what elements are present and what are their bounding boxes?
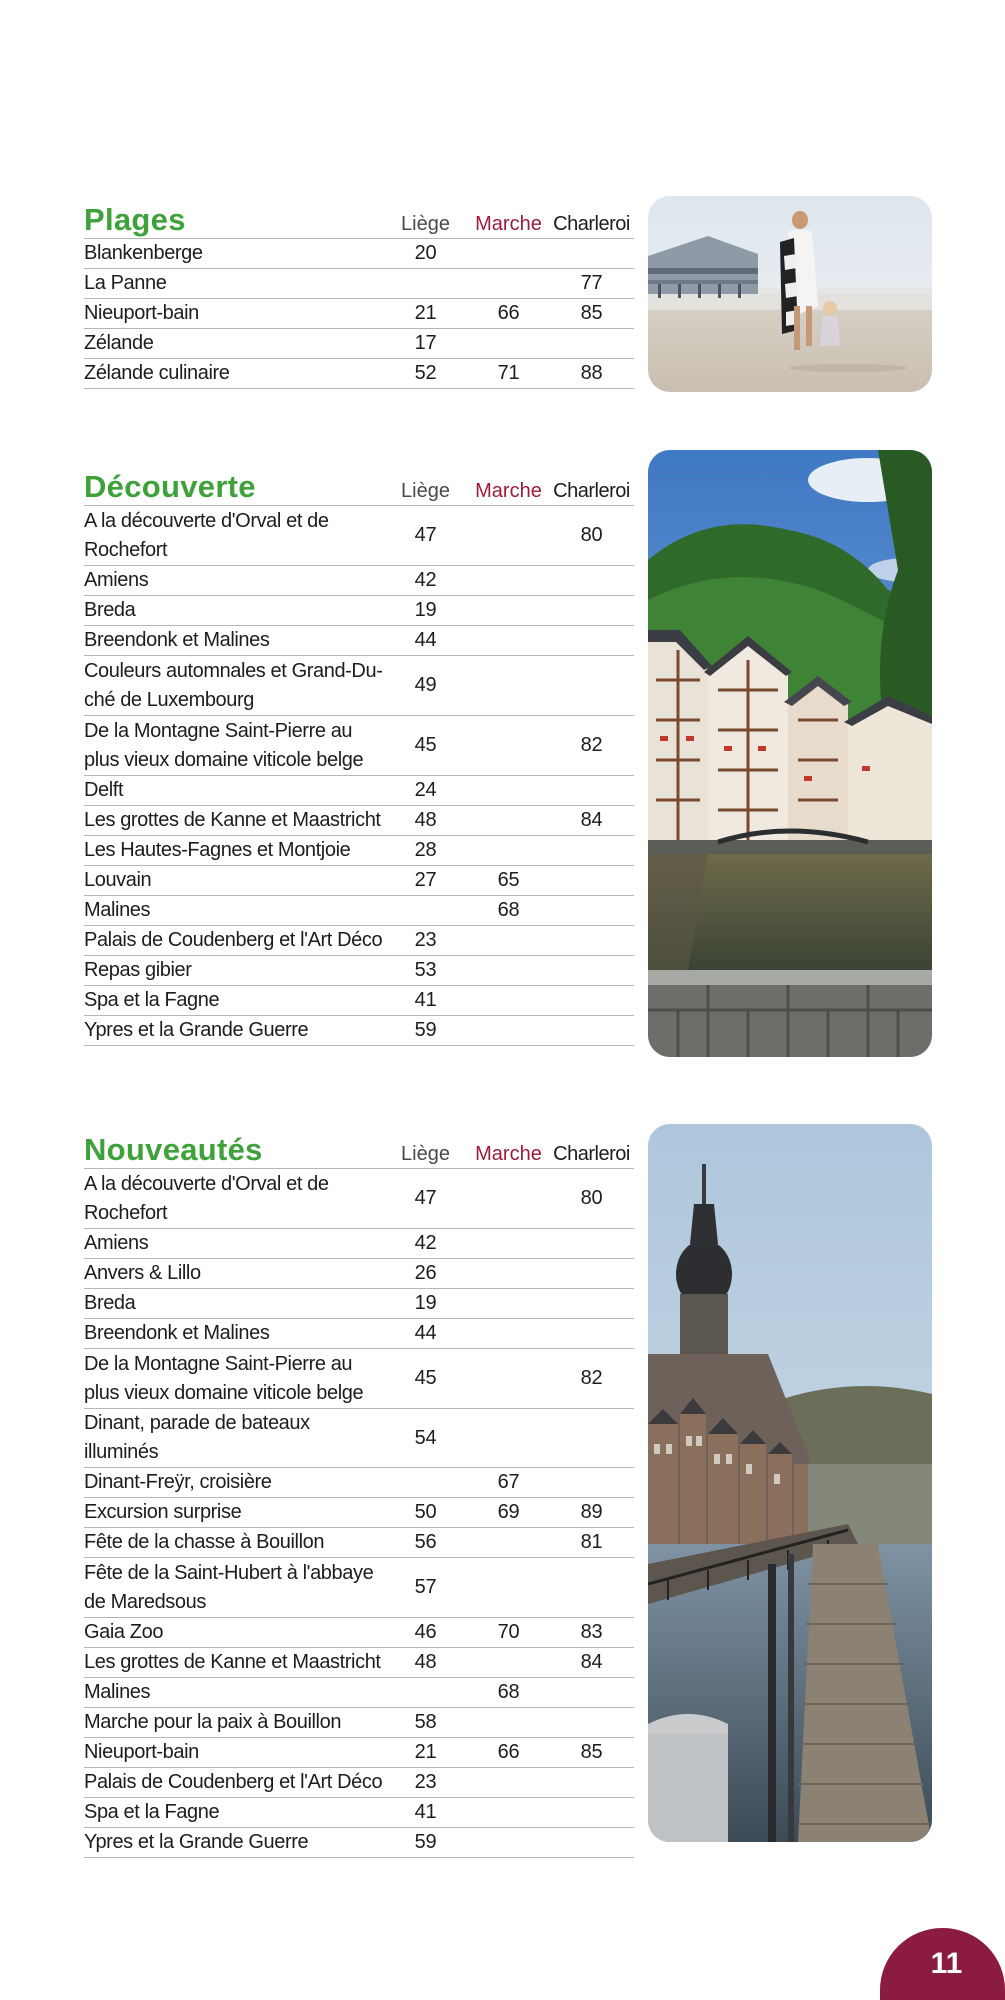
marche-page: 70 (497, 1621, 520, 1643)
table-row (84, 1798, 634, 1828)
liege-page: 45 (414, 1367, 437, 1389)
destination-name: Ypres et la Grande Guerre (84, 1019, 309, 1041)
table-row (84, 566, 634, 596)
table-row (84, 1259, 634, 1289)
table-row (84, 299, 634, 329)
table-body (84, 1169, 634, 1858)
table-row (84, 1678, 634, 1708)
table-row (84, 776, 634, 806)
destination-name: A la découverte d'Orval et de Rochefort (84, 1172, 329, 1224)
table-row (84, 806, 634, 836)
column-header-marche: Marche (475, 480, 542, 502)
liege-page: 59 (414, 1019, 437, 1041)
dinant-riverside-photo (648, 1124, 932, 1842)
liege-page: 47 (414, 524, 437, 546)
liege-page: 58 (414, 1711, 437, 1733)
table-row (84, 1349, 634, 1409)
section-title: Découverte (84, 469, 256, 504)
liege-page: 54 (414, 1426, 437, 1449)
table-row (84, 239, 634, 269)
marche-page: 65 (497, 869, 520, 891)
table-row (84, 896, 634, 926)
liege-page: 23 (414, 929, 437, 951)
destination-name: Breendonk et Malines (84, 1322, 270, 1344)
destination-name: Les grottes de Kanne et Maastricht (84, 809, 381, 831)
column-header-liege: Liège (401, 1143, 450, 1165)
table-row (84, 1738, 634, 1768)
decouverte-table (84, 463, 634, 1046)
plages-table (84, 196, 634, 389)
charleroi-page: 81 (580, 1531, 603, 1553)
village-scene (648, 450, 932, 1057)
column-header-liege: Liège (401, 480, 450, 502)
table-row (84, 1409, 634, 1468)
charleroi-page: 82 (580, 1367, 603, 1389)
destination-name: Delft (84, 779, 124, 801)
liege-page: 56 (414, 1531, 437, 1553)
destination-name: Zélande culinaire (84, 362, 230, 384)
destination-name: Excursion surprise (84, 1501, 242, 1523)
marche-page: 71 (497, 362, 520, 384)
table-row (84, 1528, 634, 1558)
liege-page: 28 (414, 839, 437, 861)
table-row (84, 1558, 634, 1618)
liege-page: 44 (414, 629, 437, 651)
charleroi-page: 80 (580, 1187, 603, 1209)
column-header-liege: Liège (401, 213, 450, 235)
table-body (84, 506, 634, 1046)
table-row (84, 506, 634, 566)
destination-name: De la Montagne Saint-Pierre au plus vieux domaine viticole belge (84, 719, 364, 771)
liege-page: 17 (414, 332, 437, 354)
liege-page: 21 (414, 1741, 437, 1763)
liege-page: 50 (414, 1501, 437, 1523)
table-row (84, 656, 634, 716)
table-row (84, 626, 634, 656)
liege-page: 47 (414, 1187, 437, 1209)
liege-page: 21 (414, 302, 437, 324)
marche-page: 68 (497, 1681, 520, 1703)
table-row (84, 716, 634, 776)
charleroi-page: 88 (580, 362, 603, 384)
table-row (84, 1229, 634, 1259)
marche-page: 66 (497, 1741, 520, 1763)
destination-name: De la Montagne Saint-Pierre au plus vieux domaine viticole belge (84, 1352, 364, 1404)
liege-page: 19 (414, 1292, 437, 1314)
liege-page: 42 (414, 1232, 437, 1254)
table-row (84, 1319, 634, 1349)
liege-page: 46 (414, 1621, 437, 1643)
table-row (84, 1648, 634, 1678)
liege-page: 53 (414, 959, 437, 981)
liege-page: 19 (414, 599, 437, 621)
table-row (84, 1498, 634, 1528)
charleroi-page: 84 (580, 1651, 603, 1673)
destination-name: Nieuport-bain (84, 302, 199, 324)
destination-name: Breda (84, 1292, 136, 1314)
charleroi-page: 89 (580, 1501, 603, 1523)
table-row (84, 329, 634, 359)
table-body (84, 239, 634, 389)
liege-page: 27 (414, 869, 437, 891)
destination-name: Amiens (84, 569, 149, 591)
liege-page: 45 (414, 734, 437, 756)
table-row (84, 1169, 634, 1229)
table-row (84, 866, 634, 896)
liege-page: 20 (414, 242, 437, 264)
table-row (84, 956, 634, 986)
destination-name: Dinant, parade de bateaux illuminés (84, 1412, 310, 1463)
destination-name: Fête de la chasse à Bouillon (84, 1531, 325, 1553)
destination-name: Dinant-Freÿr, croisière (84, 1471, 272, 1493)
beach-photo (648, 196, 932, 392)
table-row (84, 1618, 634, 1648)
table-row (84, 1708, 634, 1738)
liege-page: 41 (414, 1801, 437, 1823)
table-header (84, 463, 634, 506)
river-village-photo (648, 450, 932, 1057)
marche-page: 66 (497, 302, 520, 324)
marche-page: 68 (497, 899, 520, 921)
column-header-marche: Marche (475, 213, 542, 235)
table-row (84, 1289, 634, 1319)
destination-name: Breda (84, 599, 136, 621)
destination-name: Spa et la Fagne (84, 1801, 220, 1823)
destination-name: Gaia Zoo (84, 1621, 164, 1643)
destination-name: Zélande (84, 332, 154, 354)
charleroi-page: 84 (580, 809, 603, 831)
table-row (84, 1828, 634, 1858)
charleroi-page: 77 (580, 272, 603, 294)
liege-page: 44 (414, 1322, 437, 1344)
liege-page: 26 (414, 1262, 437, 1284)
table-header (84, 196, 634, 239)
liege-page: 42 (414, 569, 437, 591)
destination-name: Ypres et la Grande Guerre (84, 1831, 309, 1853)
destination-name: Malines (84, 1681, 151, 1703)
table-row (84, 986, 634, 1016)
destination-name: Les Hautes-Fagnes et Montjoie (84, 839, 351, 861)
liege-page: 48 (414, 1651, 437, 1673)
liege-page: 24 (414, 779, 437, 801)
table-row (84, 1016, 634, 1046)
table-header (84, 1126, 634, 1169)
table-row (84, 1768, 634, 1798)
destination-name: Couleurs automnales et Grand-Du-ché de Luxembourg (84, 659, 383, 711)
destination-name: A la découverte d'Orval et de Rochefort (84, 509, 329, 561)
charleroi-page: 80 (580, 524, 603, 546)
destination-name: Breendonk et Malines (84, 629, 270, 651)
liege-page: 52 (414, 362, 437, 384)
table-row (84, 926, 634, 956)
table-row (84, 359, 634, 389)
table-row (84, 1468, 634, 1498)
destination-name: Repas gibier (84, 959, 192, 981)
page-number: 11 (880, 1928, 1005, 2000)
table-row (84, 596, 634, 626)
charleroi-page: 85 (580, 1741, 603, 1763)
destination-name: Malines (84, 899, 151, 921)
table-row (84, 269, 634, 299)
marche-page: 67 (497, 1471, 520, 1493)
destination-name: Amiens (84, 1232, 149, 1254)
destination-name: Marche pour la paix à Bouillon (84, 1711, 342, 1733)
liege-page: 59 (414, 1831, 437, 1853)
destination-name: Louvain (84, 869, 152, 891)
column-header-charleroi: Charleroi (553, 1143, 630, 1165)
charleroi-page: 82 (580, 734, 603, 756)
destination-name: Palais de Coudenberg et l'Art Déco (84, 1771, 383, 1793)
liege-page: 57 (414, 1576, 437, 1598)
nouveautes-table (84, 1126, 634, 1858)
destination-name: La Panne (84, 272, 167, 294)
liege-page: 41 (414, 989, 437, 1011)
charleroi-page: 85 (580, 302, 603, 324)
dinant-scene (648, 1124, 932, 1842)
column-header-charleroi: Charleroi (553, 480, 630, 502)
liege-page: 48 (414, 809, 437, 831)
column-header-charleroi: Charleroi (553, 213, 630, 235)
destination-name: Palais de Coudenberg et l'Art Déco (84, 929, 383, 951)
liege-page: 23 (414, 1771, 437, 1793)
liege-page: 49 (414, 674, 437, 696)
destination-name: Spa et la Fagne (84, 989, 220, 1011)
section-title: Nouveautés (84, 1132, 263, 1167)
destination-name: Blankenberge (84, 242, 203, 264)
section-title: Plages (84, 202, 186, 237)
charleroi-page: 83 (580, 1621, 603, 1643)
destination-name: Nieuport-bain (84, 1741, 199, 1763)
destination-name: Anvers & Lillo (84, 1262, 201, 1284)
table-row (84, 836, 634, 866)
destination-name: Fête de la Saint-Hubert à l'abbaye de Maredsous (84, 1561, 374, 1613)
beach-scene (648, 196, 932, 392)
marche-page: 69 (497, 1501, 520, 1523)
column-header-marche: Marche (475, 1143, 542, 1165)
destination-name: Les grottes de Kanne et Maastricht (84, 1651, 381, 1673)
